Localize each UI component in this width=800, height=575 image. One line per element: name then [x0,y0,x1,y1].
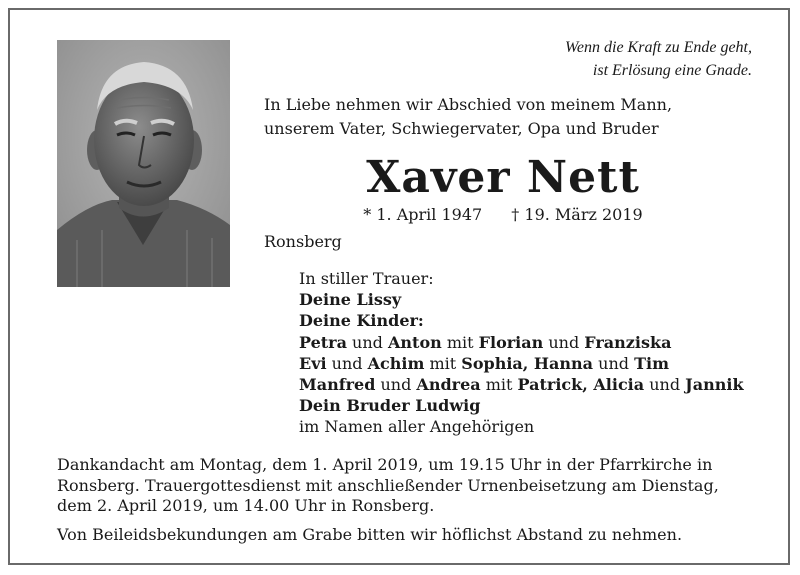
relatives-line: im Namen aller Angehörigen [299,417,535,437]
family-line: Manfred und Andrea mit Patrick, Alicia und Jannik [299,375,744,395]
deceased-name: Xaver Nett [366,152,640,203]
children-label: Deine Kinder: [299,311,424,331]
portrait-image [57,40,230,287]
portrait-photo [57,40,230,287]
service-details: Dankandacht am Montag, dem 1. April 2019, um 19.15 Uhr in der Pfarrkirche in Ronsberg. Trauergottesdienst mit anschließender Urnenbeisetzung am Dienstag, dem 2. April 2019, um 14.00 Uhr in Ronsberg. [57,455,719,515]
birth-date: * 1. April 1947 [363,205,483,224]
life-dates [264,204,742,226]
mourners-list [299,268,744,438]
motto-line: ist Erlösung eine Gnade. [592,62,752,79]
motto [565,36,752,82]
mourner-wife: Deine Lissy [299,290,402,310]
intro-text [264,93,742,141]
mourners-heading: In stiller Trauer: [299,269,434,288]
family-line: Evi und Achim mit Sophia, Hanna und Tim [299,353,669,373]
family-line: Petra und Anton mit Florian und Franziska [299,332,672,352]
motto-line: Wenn die Kraft zu Ende geht, [565,39,752,56]
intro-line: unserem Vater, Schwiegervater, Opa und Bruder [264,119,659,138]
service-info [57,455,743,545]
intro-line: In Liebe nehmen wir Abschied von meinem Mann, [264,95,673,114]
condolence-request: Von Beileidsbekundungen am Grabe bitten wir höflichst Abstand zu nehmen. [57,524,683,544]
mourner-brother: Dein Bruder Ludwig [299,396,481,416]
place-of-residence: Ronsberg [264,232,342,251]
death-date: † 19. März 2019 [511,205,643,224]
